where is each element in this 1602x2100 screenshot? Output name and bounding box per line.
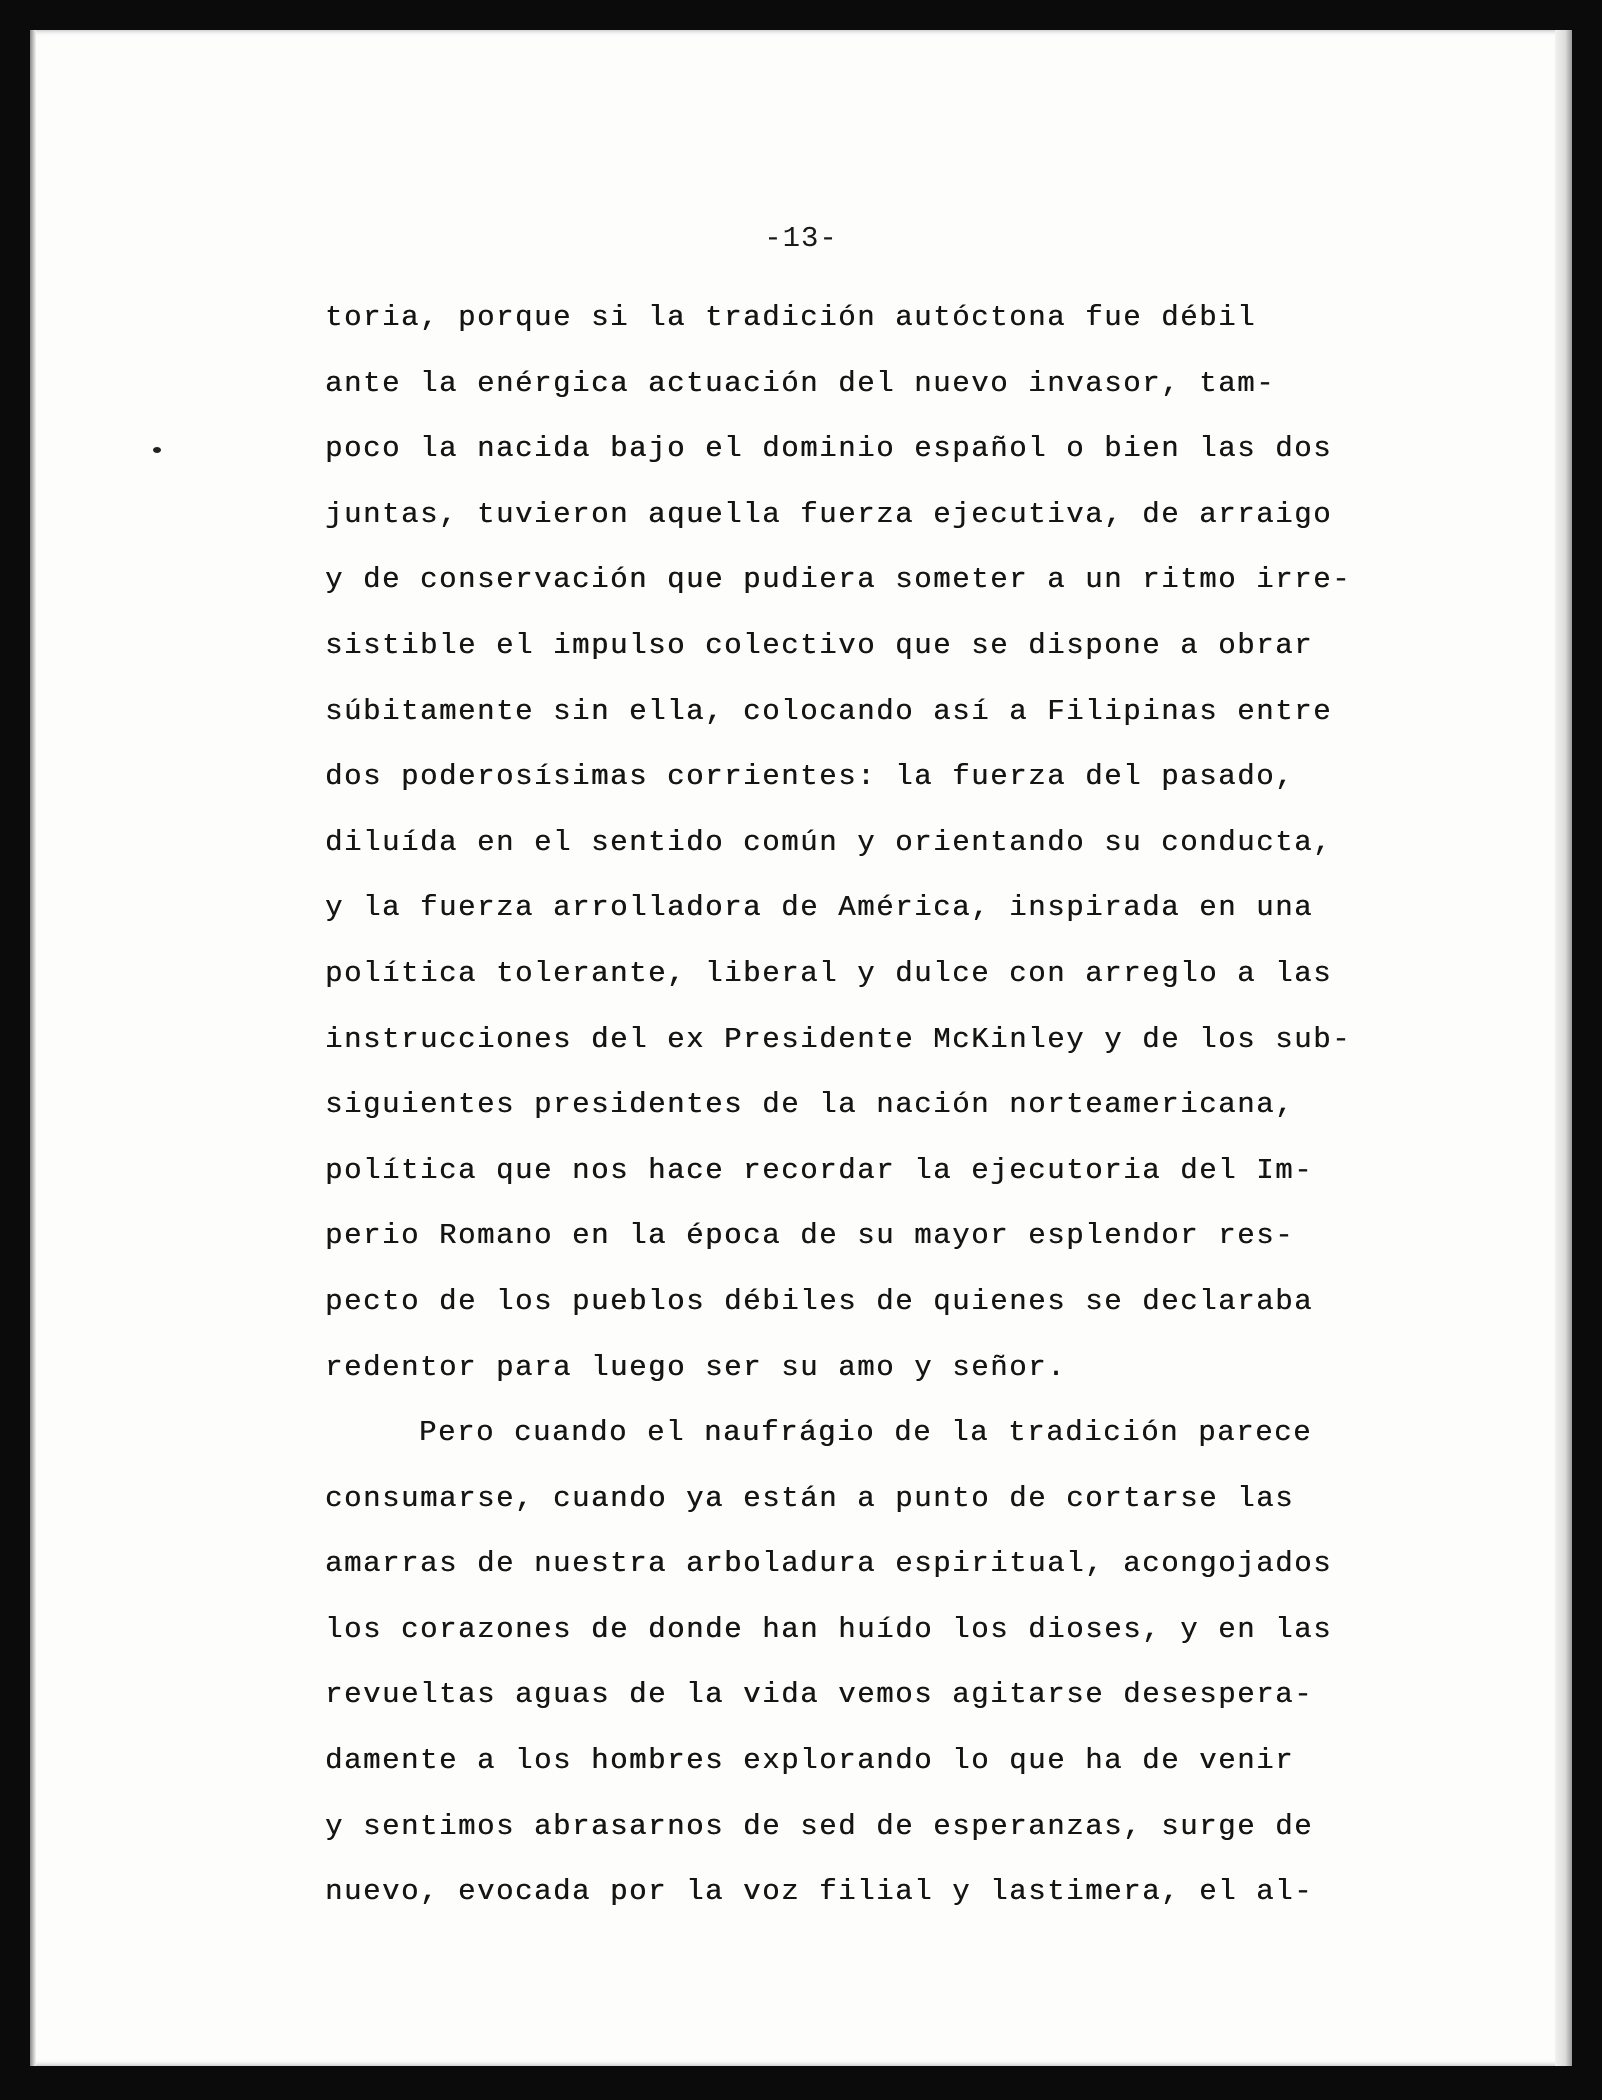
text-line: los corazones de donde han huído los dioses, y en las (325, 1612, 1333, 1646)
margin-speck (153, 447, 161, 453)
body-text (325, 285, 1395, 1925)
text-line: y de conservación que pudiera someter a un ritmo irre- (325, 563, 1352, 597)
text-line: toria, porque si la tradición autóctona fue débil (325, 301, 1257, 334)
text-line: política tolerante, liberal y dulce con arreglo a las (325, 956, 1333, 990)
text-line: amarras de nuestra arboladura espiritual, acongojados (325, 1547, 1333, 1581)
text-line: perio Romano en la época de su mayor esplendor res- (325, 1219, 1295, 1253)
text-line: y sentimos abrasarnos de sed de esperanzas, surge de (325, 1809, 1314, 1843)
text-line: siguientes presidentes de la nación norteamericana, (325, 1088, 1295, 1122)
text-line: diluída en el sentido común y orientando su conducta, (325, 825, 1333, 859)
text-line: ante la enérgica actuación del nuevo invasor, tam- (325, 366, 1276, 400)
text-line: súbitamente sin ella, colocando así a Filipinas entre (325, 694, 1333, 728)
text-line: instrucciones del ex Presidente McKinley y de los sub- (325, 1022, 1352, 1056)
text-line: pecto de los pueblos débiles de quienes se declaraba (325, 1284, 1314, 1318)
text-line: redentor para luego ser su amo y señor. (325, 1350, 1067, 1384)
page-number: -13- (764, 222, 838, 255)
paragraph-start-line: Pero cuando el naufrágio de la tradición parece (419, 1416, 1313, 1450)
page-left-edge (30, 30, 36, 2066)
text-line: dos poderosísimas corrientes: la fuerza del pasado, (325, 760, 1295, 794)
text-line: nuevo, evocada por la voz filial y lastimera, el al- (325, 1875, 1314, 1909)
text-line: y la fuerza arrolladora de América, inspirada en una (325, 891, 1314, 925)
text-line: política que nos hace recordar la ejecutoria del Im- (325, 1153, 1314, 1187)
text-line: revueltas aguas de la vida vemos agitarse desespera- (325, 1678, 1314, 1712)
text-line: juntas, tuvieron aquella fuerza ejecutiva, de arraigo (325, 497, 1333, 531)
text-line: damente a los hombres explorando lo que ha de venir (325, 1744, 1295, 1778)
text-line: poco la nacida bajo el dominio español o bien las dos (325, 432, 1333, 466)
text-line: sistible el impulso colectivo que se dispone a obrar (325, 628, 1314, 662)
text-line: consumarse, cuando ya están a punto de cortarse las (325, 1481, 1295, 1515)
page-right-edge (1555, 30, 1572, 2066)
